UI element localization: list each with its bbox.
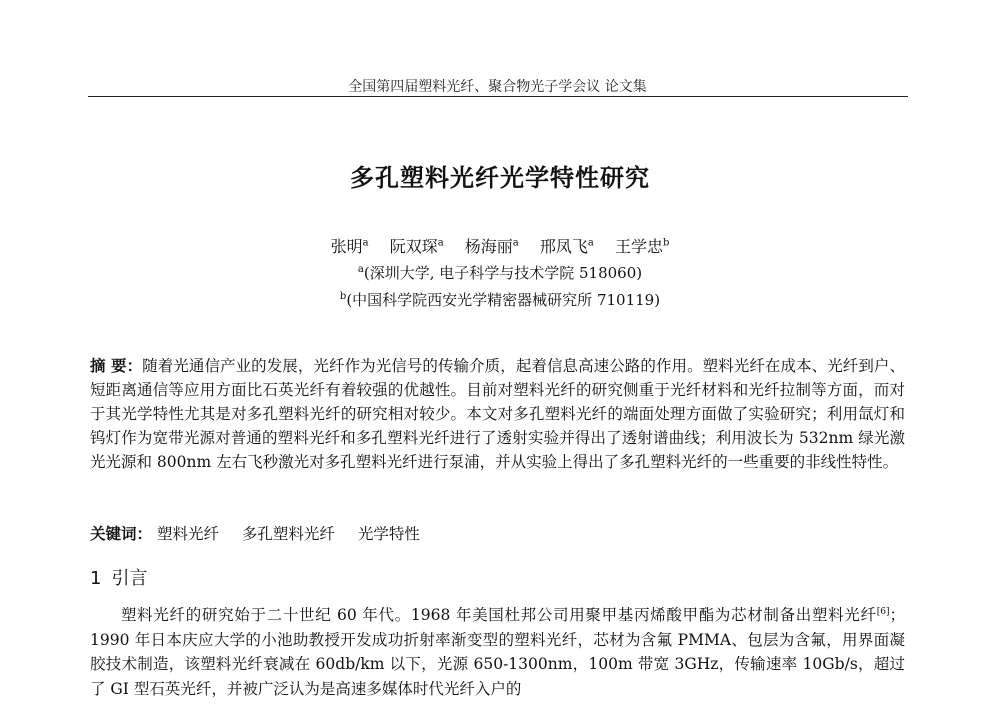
affiliation-text: (深圳大学, 电子科学与技术学院 518060) xyxy=(363,264,643,282)
paper-title: 多孔塑料光纤光学特性研究 xyxy=(350,164,650,192)
citation: [6] xyxy=(876,607,890,617)
author-name: 杨海丽 xyxy=(464,237,513,256)
author-affil-mark: a xyxy=(362,237,369,249)
author-affil-mark: b xyxy=(662,237,670,249)
section-heading xyxy=(90,564,147,590)
affiliation-text: (中国科学院西安光学精密器械研究所 710119) xyxy=(346,291,661,309)
affiliation-mark: b xyxy=(339,291,347,302)
affiliation-b xyxy=(0,289,1000,310)
affiliation-mark: a xyxy=(357,264,364,275)
author-name: 邢凤飞 xyxy=(539,237,588,256)
author-name: 阮双琛 xyxy=(389,237,438,256)
keyword: 塑料光纤 xyxy=(156,525,219,543)
paragraph-text: ；1990 年日本庆应大学的小池助教授开发成功折射率渐变型的塑料光纤，芯材为含氟 PMMA、包层为含氟，用界面凝胶技术制造，该塑料光纤衰减在 60db/km 以下，光源 650-1300nm，100m 带宽 3GHz，传输速率 10Gb/s，超过了 GI 型石英光纤，并被广泛认为是高速多媒体时代光纤入户的 xyxy=(90,606,905,698)
author-list xyxy=(0,234,1000,257)
author-affil-mark: a xyxy=(512,237,519,249)
keyword: 多孔塑料光纤 xyxy=(241,525,335,543)
author xyxy=(615,237,669,256)
keyword: 光学特性 xyxy=(357,525,420,543)
header-rule xyxy=(88,96,908,97)
section-title: 引言 xyxy=(111,568,148,589)
abstract-label: 摘 要： xyxy=(90,357,143,375)
author xyxy=(331,237,369,256)
running-head: 全国第四届塑料光纤、聚合物光子学会议 论文集 xyxy=(348,79,647,95)
author-affil-mark: a xyxy=(437,237,444,249)
author-affil-mark: a xyxy=(587,237,594,249)
author xyxy=(390,237,444,256)
author-name: 王学忠 xyxy=(614,237,663,256)
keywords xyxy=(90,522,905,544)
affiliation-a xyxy=(0,262,1000,283)
author xyxy=(465,237,519,256)
keywords-label: 关键词： xyxy=(90,525,153,543)
abstract xyxy=(90,354,905,474)
author xyxy=(540,237,594,256)
paragraph-text: 塑料光纤的研究始于二十世纪 60 年代。1968 年美国杜邦公司用聚甲基丙烯酸甲酯为芯材制备出塑料光纤 xyxy=(121,606,877,625)
abstract-text: 随着光通信产业的发展，光纤作为光信号的传输介质，起着信息高速公路的作用。塑料光纤在成本、光纤到户、短距离通信等应用方面比石英光纤有着较强的优越性。目前对塑料光纤的研究侧重于光纤材料和光纤拉制等方面，而对于其光学特性尤其是对多孔塑料光纤的研究相对较少。本文对多孔塑料光纤的端面处理方面做了实验研究；利用氙灯和钨灯作为宽带光源对普通的塑料光纤和多孔塑料光纤进行了透射实验并得出了透射谱曲线；利用波长为 532nm 绿光激光光源和 800nm 左右飞秒激光对多孔塑料光纤进行泵浦，并从实验上得出了多孔塑料光纤的一些重要的非线性特性。 xyxy=(90,357,905,471)
section-number: 1 xyxy=(90,568,102,589)
body-paragraph xyxy=(90,600,905,701)
author-name: 张明 xyxy=(330,237,363,256)
